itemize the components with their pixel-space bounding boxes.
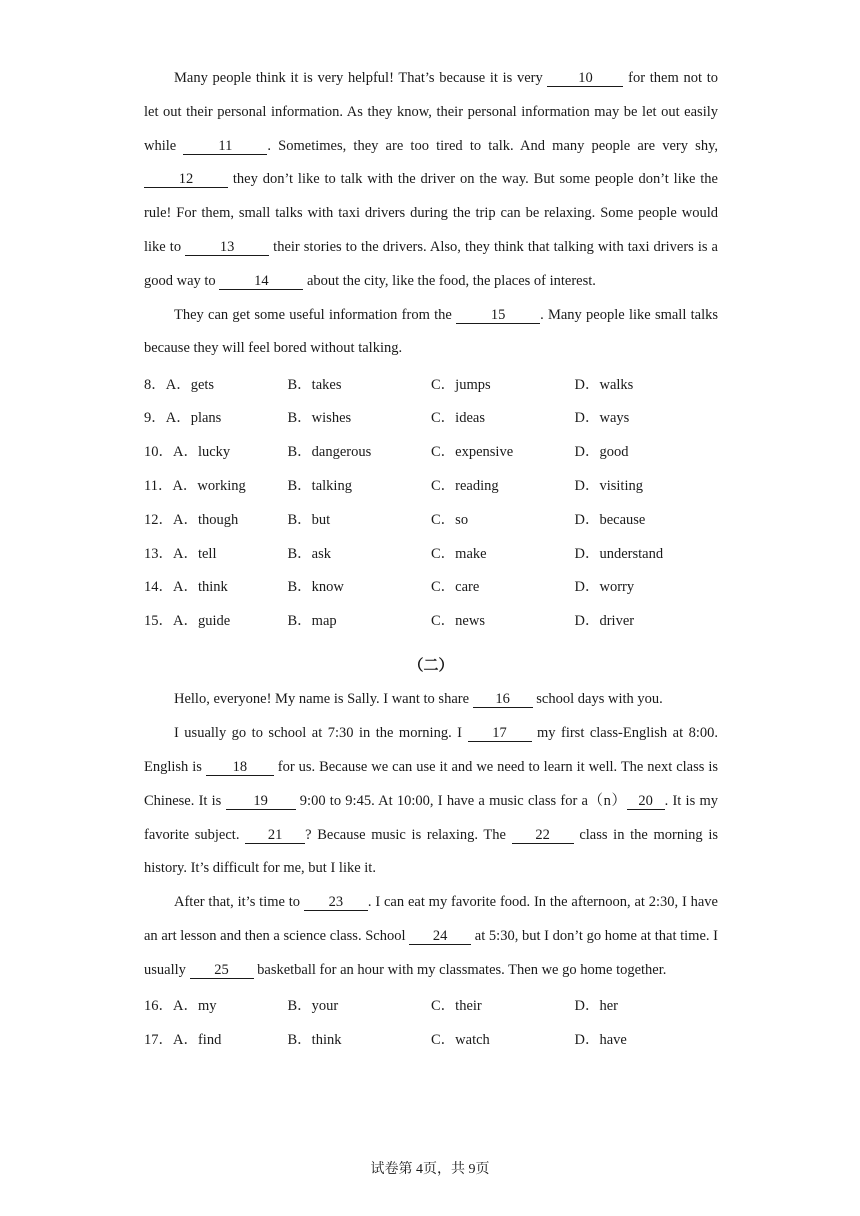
option-a: 11．A．working <box>144 477 246 494</box>
blank-13: 13 <box>185 239 269 256</box>
option-b: B．your <box>287 997 339 1014</box>
blank-10: 10 <box>547 70 623 87</box>
option-b: B．but <box>287 511 331 528</box>
option-b: B．ask <box>287 545 331 562</box>
page-footer: 试卷第 4页，共 9页 <box>370 1162 490 1177</box>
option-c: C．ideas <box>431 410 485 427</box>
passage2-paragraph1: Hello, everyone! My name is Sally. I want to share 16 school days with you. <box>174 691 663 708</box>
blank-23: 23 <box>304 894 368 911</box>
blank-17: 17 <box>468 725 532 742</box>
option-c: C．reading <box>431 477 499 494</box>
option-c: C．jumps <box>431 376 491 393</box>
passage2-paragraph2: I usually go to school at 7:30 in the morning. I 17 my first class-English at 8:00. English is 18 for us. Because we can use it and we need to learn it well. The next class is Chinese. It is 19 9:00 to 9:45. At 10:00, I have a music class for a（n） 20 . It is my favorite subject. 21 ? Because music is relaxing. The 22 class in the morning is history. It’s difficult for me, but I like it. <box>144 725 718 877</box>
option-a: 13．A．tell <box>144 545 217 562</box>
option-d: D．ways <box>574 410 630 427</box>
blank-22: 22 <box>512 827 574 844</box>
option-b: B．know <box>287 579 344 596</box>
option-a: 10．A．lucky <box>144 444 231 461</box>
option-a: 8．A．gets <box>144 376 215 393</box>
option-c: C．news <box>431 613 485 630</box>
option-c: C．make <box>431 545 487 562</box>
passage1-paragraph2: They can get some useful information from the 15 . Many people like small talks because they will feel bored without talking. <box>144 306 718 357</box>
blank-25: 25 <box>190 962 254 979</box>
passage1-paragraph1: Many people think it is very helpful! That’s because it is very 10 for them not to let out their personal information. As they know, their personal information may be let out easily while 11 . Sometimes, they are too tired to talk. And many people are very shy, 12 they don’t like to talk with the driver on the way. But some people don’t like the rule! For them, small talks with taxi drivers during the trip can be relaxing. Some people would like to 13 their stories to the drivers. Also, they think that talking with taxi drivers is a good way to 14 about the city, like the food, the places of interest. <box>144 70 718 289</box>
option-b: B．talking <box>287 477 352 494</box>
blank-19: 19 <box>226 793 296 810</box>
option-row <box>144 569 718 603</box>
option-row <box>144 501 718 535</box>
option-d: D．good <box>574 444 629 461</box>
passage2-paragraph3: After that, it’s time to 23 . I can eat my favorite food. In the afternoon, at 2:30, I have an art lesson and then a science class. School 24 at 5:30, but I don’t go home at that time. I usually 25 basketball for an hour with my classmates. Then we go home together. <box>144 894 718 978</box>
option-a: 15．A．guide <box>144 613 231 630</box>
option-b: B．wishes <box>287 410 352 427</box>
exam-page-content <box>144 62 718 1055</box>
option-a: 14．A．think <box>144 579 228 596</box>
option-row <box>144 434 718 468</box>
option-b: B．dangerous <box>287 444 372 461</box>
options-group-1 <box>144 366 718 636</box>
option-c: C．watch <box>431 1031 490 1048</box>
option-row <box>144 400 718 434</box>
blank-18: 18 <box>206 759 274 776</box>
blank-21: 21 <box>245 827 305 844</box>
option-row <box>144 603 718 637</box>
blank-15: 15 <box>456 307 540 324</box>
section-title: （二） <box>408 657 454 674</box>
option-a: 16．A．my <box>144 997 217 1014</box>
option-d: D．understand <box>574 545 664 562</box>
option-c: C．care <box>431 579 480 596</box>
blank-24: 24 <box>409 928 471 945</box>
option-c: C．their <box>431 997 482 1014</box>
option-a: 9．A．plans <box>144 410 222 427</box>
blank-12: 12 <box>144 171 228 188</box>
blank-11: 11 <box>183 138 267 155</box>
option-d: D．her <box>574 997 618 1014</box>
option-d: D．worry <box>574 579 635 596</box>
option-row <box>144 366 718 400</box>
option-a: 17．A．find <box>144 1031 222 1048</box>
option-b: B．takes <box>287 376 342 393</box>
option-row <box>144 988 718 1022</box>
blank-16: 16 <box>473 691 533 708</box>
option-a: 12．A．though <box>144 511 239 528</box>
blank-20: 20 <box>627 793 665 810</box>
option-b: B．map <box>287 613 337 630</box>
option-row <box>144 535 718 569</box>
blank-14: 14 <box>219 273 303 290</box>
option-b: B．think <box>287 1031 342 1048</box>
option-row <box>144 468 718 502</box>
option-d: D．driver <box>574 613 635 630</box>
option-d: D．because <box>574 511 646 528</box>
option-d: D．have <box>574 1031 627 1048</box>
option-row <box>144 1021 718 1055</box>
option-c: C．so <box>431 511 469 528</box>
option-d: D．walks <box>574 376 634 393</box>
options-group-2 <box>144 988 718 1056</box>
option-d: D．visiting <box>574 477 643 494</box>
option-c: C．expensive <box>431 444 514 461</box>
